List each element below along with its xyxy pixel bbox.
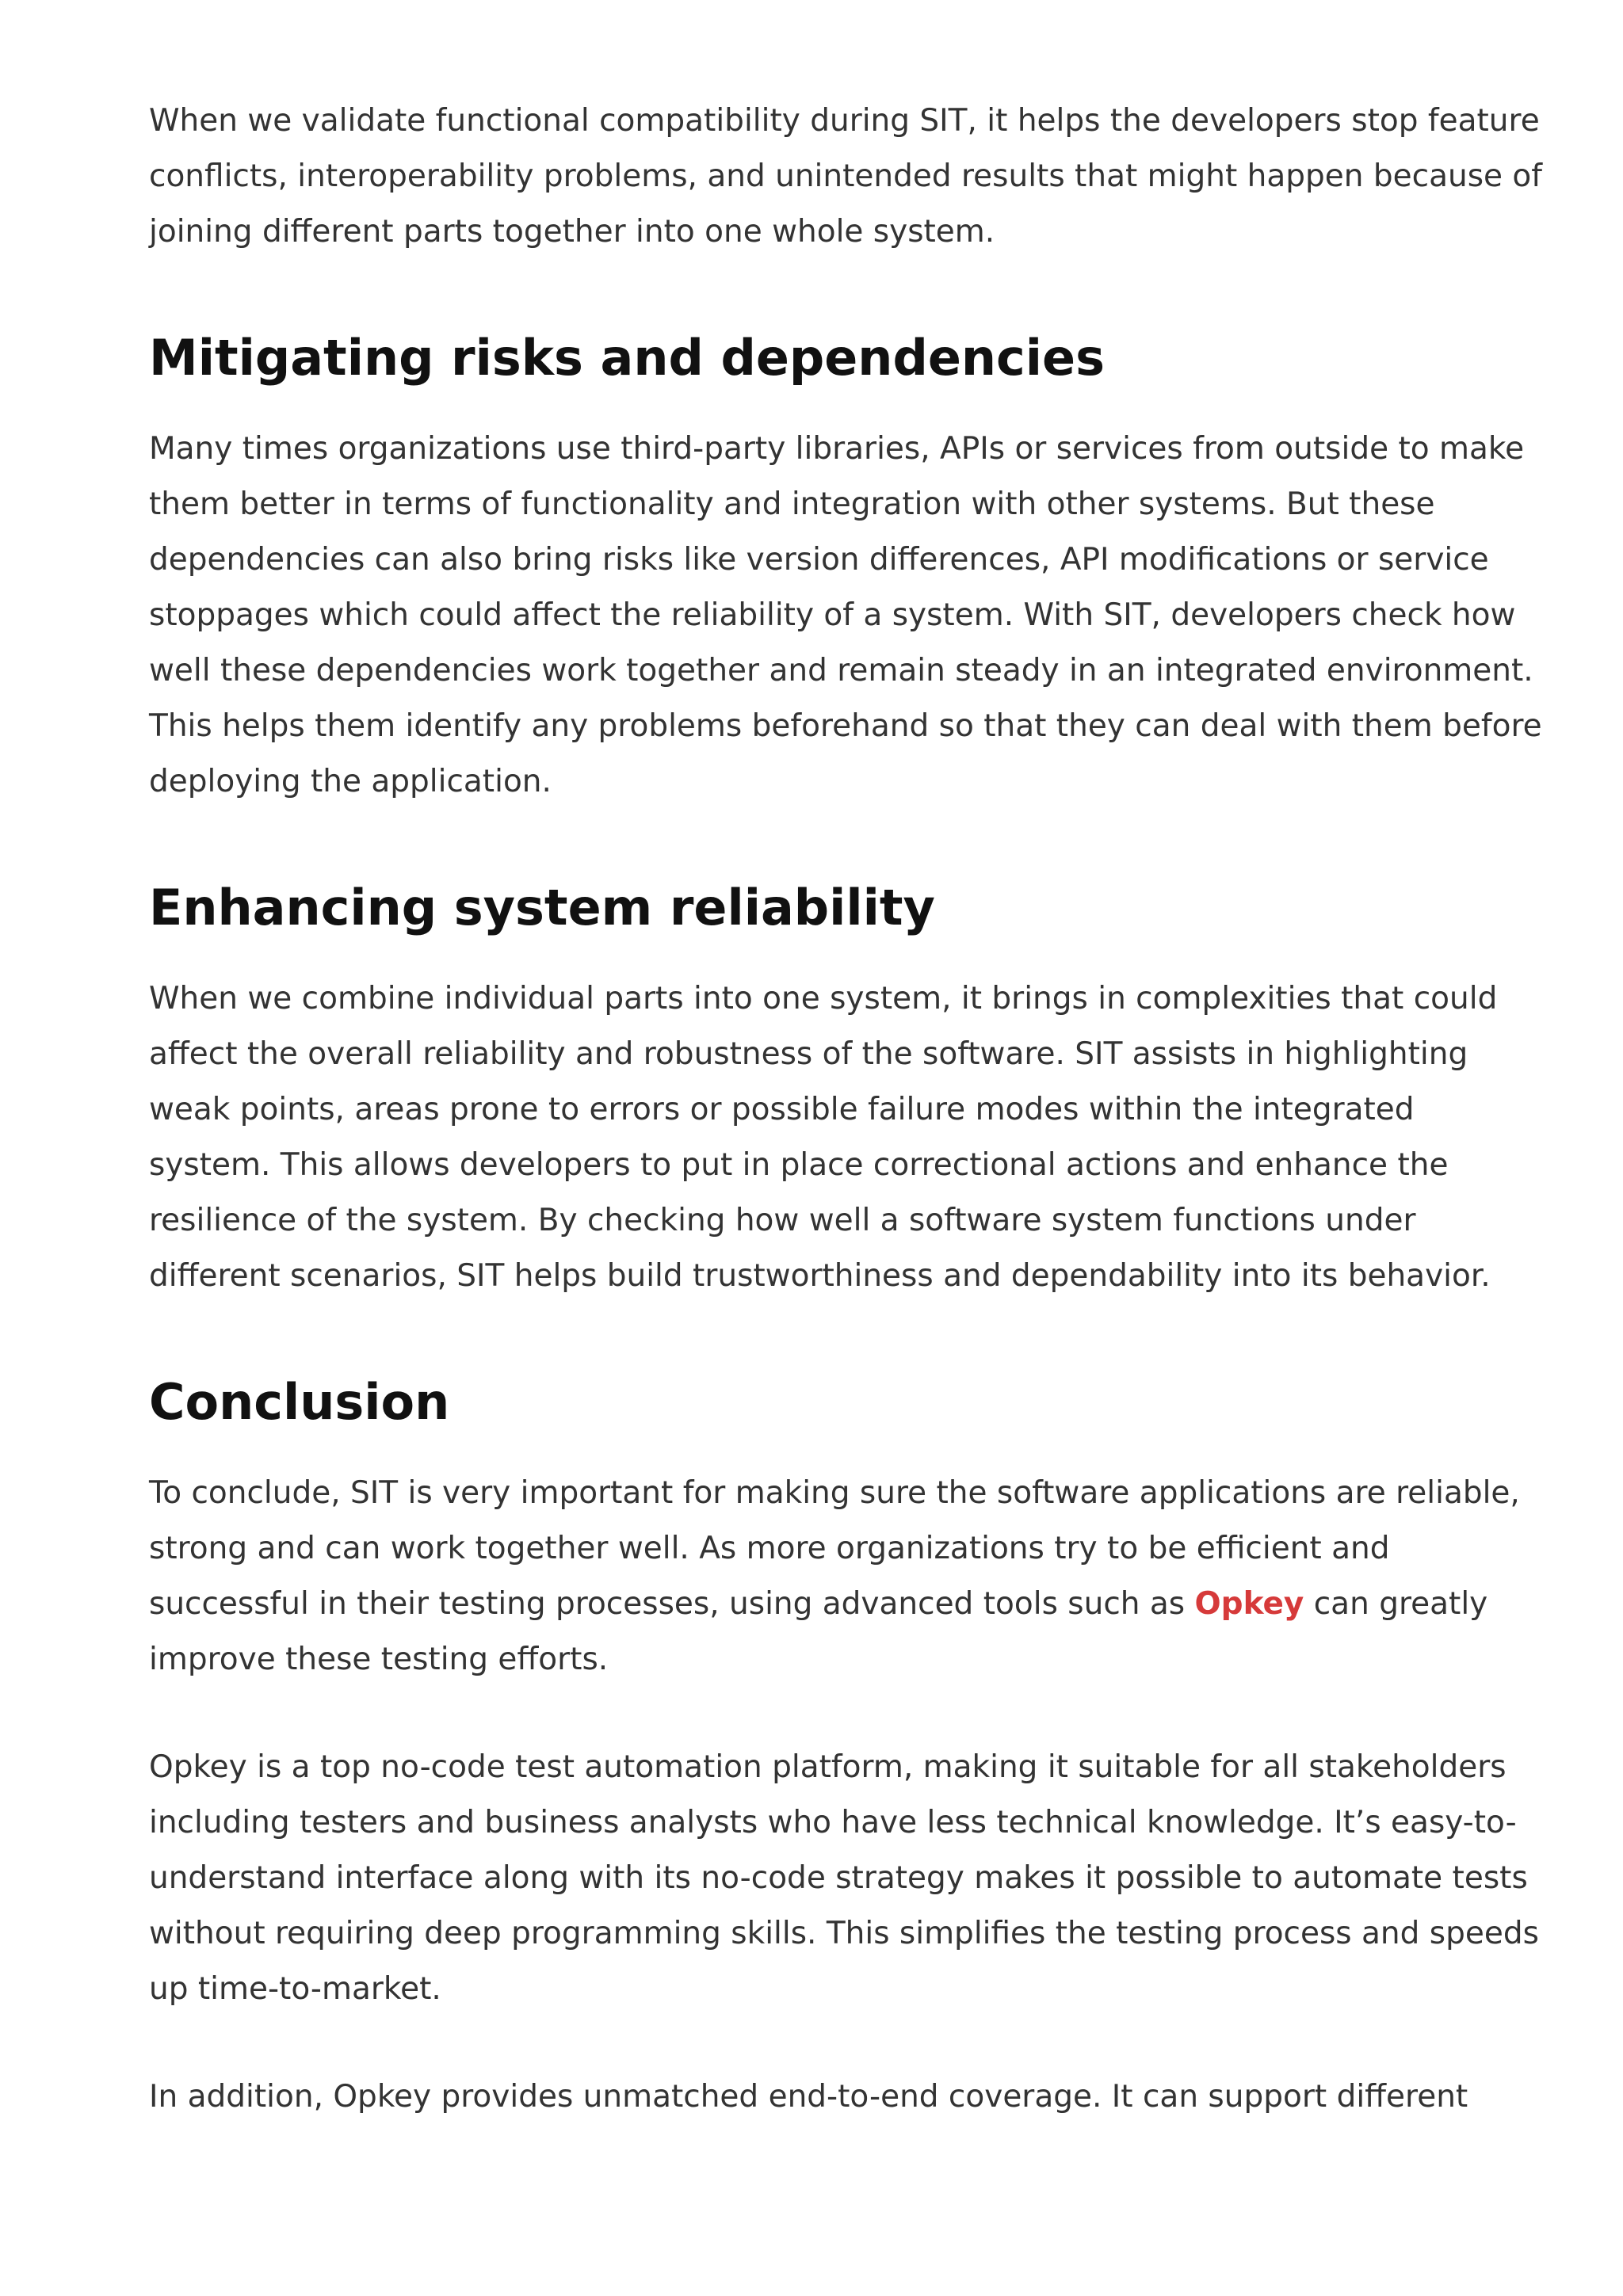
intro-paragraph: When we validate functional compatibility during SIT, it helps the developers stop feature conflicts, interoperability problems, and unintended results that might happen because of joining different parts together into one whole system.	[149, 103, 1542, 250]
conclusion-paragraph-1	[149, 1466, 1544, 1688]
article-body	[149, 93, 1544, 2125]
conclusion-text-before-link: To conclude, SIT is very important for making sure the software applications are reliable, strong and can work together well. As more organizations try to be efficient and successful in their testing processes, using advanced tools such as	[149, 1475, 1520, 1622]
conclusion-paragraph-2: Opkey is a top no-code test automation platform, making it suitable for all stakeholders including testers and business analysts who have less technical knowledge. It’s easy-to-understand interface along with its no-code strategy makes it possible to automate tests without requiring deep programming skills. This simplifies the testing process and speeds up time-to-market.	[149, 1749, 1539, 2007]
reliability-paragraph: When we combine individual parts into one system, it brings in complexities that could affect the overall reliability and robustness of the software. SIT assists in highlighting weak points, areas prone to errors or possible failure modes within the integrated system. This allows developers to put in place correctional actions and enhance the resilience of the system. By checking how well a software system functions under different scenarios, SIT helps build trustworthiness and dependability into its behavior.	[149, 981, 1498, 1294]
conclusion-heading: Conclusion	[149, 1373, 450, 1431]
opkey-link[interactable]: Opkey	[1194, 1586, 1304, 1622]
reliability-heading: Enhancing system reliability	[149, 879, 935, 936]
conclusion-paragraph-3: In addition, Opkey provides unmatched end-to-end coverage. It can support different	[149, 2079, 1468, 2115]
risks-heading: Mitigating risks and dependencies	[149, 329, 1105, 387]
risks-paragraph: Many times organizations use third-party libraries, APIs or services from outside to make them better in terms of functionality and integration with other systems. But these dependencies can also bring risks like version differences, API modifications or service stoppages which could affect the reliability of a system. With SIT, developers check how well these dependencies work together and remain steady in an integrated environment. This helps them identify any problems beforehand so that they can deal with them before deploying the application.	[149, 431, 1542, 799]
conclusion-text-after-link: can greatly improve these testing efforts.	[149, 1586, 1488, 1677]
